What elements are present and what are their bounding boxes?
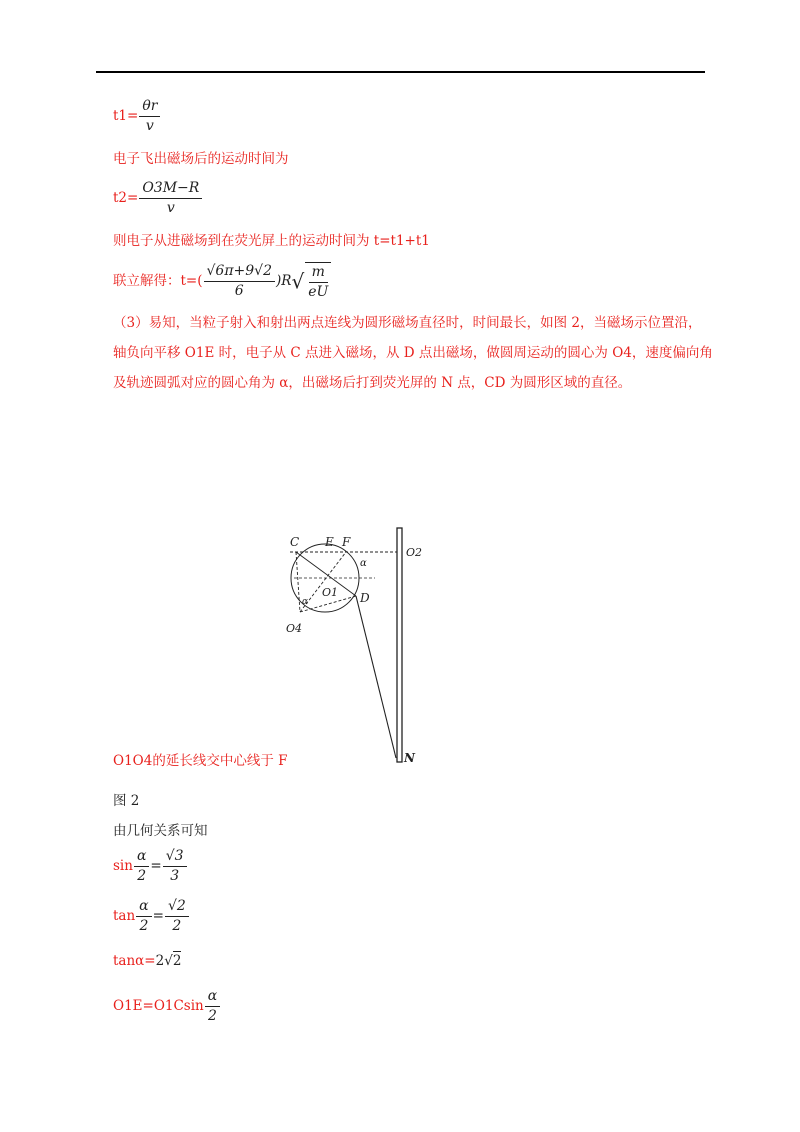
equation-lhs: 联立解得：t=( bbox=[113, 273, 203, 289]
fraction-denominator: 2 bbox=[137, 868, 147, 884]
fraction-denominator: v bbox=[166, 200, 175, 216]
coefficient: 2 bbox=[155, 953, 165, 969]
fraction-denominator: 2 bbox=[139, 918, 149, 934]
label-f: F bbox=[342, 535, 351, 549]
trajectory-line bbox=[356, 596, 396, 758]
equation-lhs: O1E=O1Csin bbox=[113, 998, 204, 1014]
fraction-denominator: eU bbox=[308, 284, 329, 300]
label-n: N bbox=[404, 751, 415, 765]
radicand: 2 bbox=[172, 953, 182, 969]
fraction-numerator: α bbox=[136, 898, 151, 917]
function-name: tan bbox=[113, 908, 136, 924]
fraction-denominator: 6 bbox=[234, 283, 244, 299]
screen-rect bbox=[397, 528, 402, 762]
label-o1: O1 bbox=[322, 586, 339, 599]
equation-t2 bbox=[113, 180, 203, 217]
fraction-numerator: √6π+9√2 bbox=[204, 263, 276, 282]
function-name: sin bbox=[113, 858, 133, 874]
fraction-denominator: 2 bbox=[172, 918, 182, 934]
figure-2-diagram bbox=[280, 520, 440, 770]
label-alpha-top: α bbox=[360, 558, 367, 569]
fraction-numerator: m bbox=[309, 264, 328, 283]
figure-caption: 图 2 bbox=[113, 793, 140, 809]
label-d: D bbox=[360, 591, 370, 605]
fraction-numerator: O3M−R bbox=[139, 180, 202, 199]
header-rule bbox=[96, 71, 705, 73]
text-line: 由几何关系可知 bbox=[113, 823, 208, 839]
equation-lhs: tanα= bbox=[113, 953, 156, 969]
equation-o1e bbox=[113, 988, 221, 1025]
fraction-numerator: α bbox=[134, 848, 149, 867]
text-line: O1O4的延长线交中心线于 F bbox=[113, 753, 288, 769]
fraction-denominator: 3 bbox=[170, 868, 180, 884]
label-e: E bbox=[325, 535, 334, 549]
equation-solve: 联立解得：t=( $\frac{√6\pi+9√2}{6}$ )R√ $\frac{m}{eU}$ bbox=[113, 262, 332, 301]
fraction-denominator: 2 bbox=[208, 1008, 217, 1024]
fraction-numerator: α bbox=[205, 988, 220, 1007]
equation-tan-half: tan $\frac{\alpha}{2}$ = $\frac{√2}{2}$ bbox=[113, 898, 190, 935]
equation-middle: )R bbox=[276, 273, 292, 289]
equation-sin: sin $\frac{\alpha}{2}$ = $\frac{√3}{3}$ bbox=[113, 848, 188, 885]
label-c: C bbox=[290, 535, 300, 549]
label-alpha-bottom: α bbox=[302, 597, 309, 607]
fraction-numerator: θr bbox=[139, 98, 160, 117]
equation-t1 bbox=[113, 98, 161, 135]
equation-lhs: t1= bbox=[113, 108, 139, 124]
fraction-numerator: √2 bbox=[165, 898, 189, 917]
fraction-denominator: v bbox=[145, 118, 154, 134]
equation-lhs: t2= bbox=[113, 190, 139, 206]
label-o4: O4 bbox=[286, 622, 303, 635]
radius-c-o4 bbox=[296, 552, 300, 612]
equation-tan-alpha: tanα=2√2 bbox=[113, 953, 182, 969]
paragraph-3: （3）易知，当粒子射入和射出两点连线为圆形磁场直径时，时间最长，如图 2，当磁场示位置沿，轴负向平移 O1E 时，电子从 C 点进入磁场，从 D 点出磁场，做圆周运动的圆心为 O4，速度偏向角及轨迹圆弧对应的圆心角为 α，出磁场后打到荧光屏的 N 点，CD 为圆形区域的直径。 bbox=[113, 315, 713, 391]
fraction-numerator: √3 bbox=[163, 848, 187, 867]
label-o2: O2 bbox=[406, 546, 423, 559]
text-line: 电子飞出磁场后的运动时间为 bbox=[113, 151, 289, 167]
text-line: 则电子从进磁场到在荧光屏上的运动时间为 t=t1+t1 bbox=[113, 233, 430, 249]
